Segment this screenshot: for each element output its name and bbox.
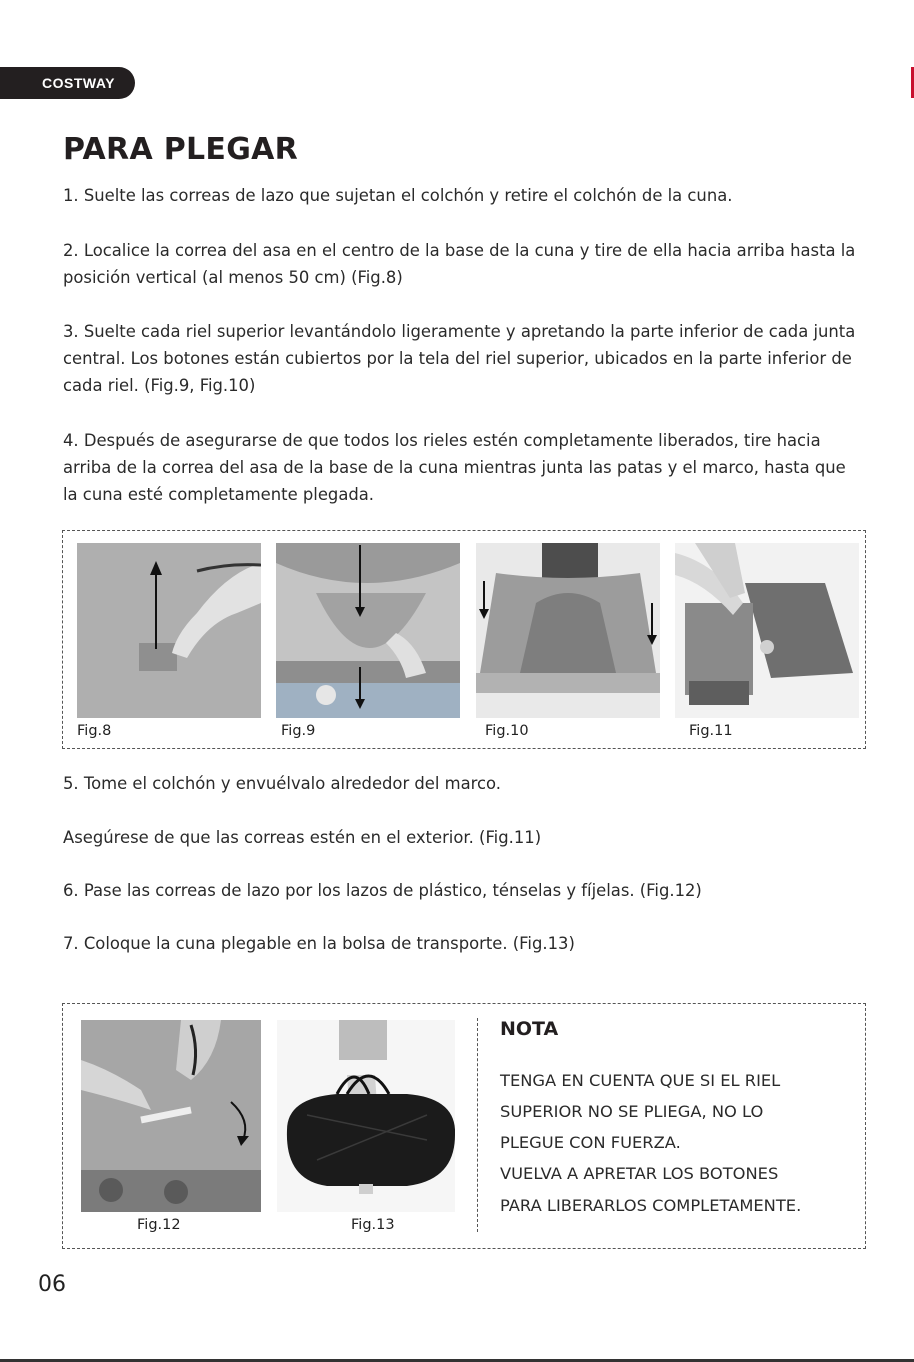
step-5-note: Asegúrese de que las correas estén en el exterior. (Fig.11) [63,828,542,847]
step-6: 6. Pase las correas de lazo por los lazos de plástico, ténselas y fíjelas. (Fig.12) [63,881,702,900]
brand-logo: COSTWAY [0,67,135,99]
nota-line: TENGA EN CUENTA QUE SI EL RIEL [500,1071,781,1090]
step-5: 5. Tome el colchón y envuélvalo alrededor del marco. [63,774,502,793]
page-number: 06 [38,1272,66,1297]
fig11-caption: Fig.11 [689,723,733,739]
nota-line: PLEGUE CON FUERZA. [500,1133,681,1152]
step-2: 2. Localice la correa del asa en el centro de la base de la cuna y tire de ella hacia arriba hasta la posición vertical (al menos 50 cm) (Fig.8) [63,241,856,287]
fig10-photo [476,543,660,718]
nota-line: SUPERIOR NO SE PLIEGA, NO LO [500,1102,764,1121]
fig11-photo [675,543,859,718]
figures-panel-top [62,530,866,749]
page-title: PARA PLEGAR [63,132,299,167]
nota-title: NOTA [500,1018,559,1040]
step-3: 3. Suelte cada riel superior levantándolo ligeramente y apretando la parte inferior de cada junta central. Los botones están cubiertos por la tela del riel superior, ubicados en la parte inferior de cada riel. (Fig.9, Fig.10) [63,322,856,395]
fig8-caption: Fig.8 [77,723,112,739]
fig9-caption: Fig.9 [281,723,316,739]
panel-divider [477,1018,478,1232]
fig12-caption: Fig.12 [137,1217,181,1233]
fig12-photo [81,1020,261,1212]
step-7: 7. Coloque la cuna plegable en la bolsa de transporte. (Fig.13) [63,934,575,953]
fig13-caption: Fig.13 [351,1217,395,1233]
nota-line: VUELVA A APRETAR LOS BOTONES [500,1164,779,1183]
fig13-photo [277,1020,455,1212]
fig9-photo [276,543,460,718]
fig10-caption: Fig.10 [485,723,529,739]
fig8-photo [77,543,261,718]
figures-panel-bottom [62,1003,866,1249]
nota-line: PARA LIBERARLOS COMPLETAMENTE. [500,1196,802,1215]
step-1: 1. Suelte las correas de lazo que sujetan el colchón y retire el colchón de la cuna. [63,186,733,205]
step-4: 4. Después de asegurarse de que todos los rieles estén completamente liberados, tire hacia arriba de la correa del asa de la base de la cuna mientras junta las patas y el marco, hasta que la cuna esté completamente plegada. [63,431,846,504]
